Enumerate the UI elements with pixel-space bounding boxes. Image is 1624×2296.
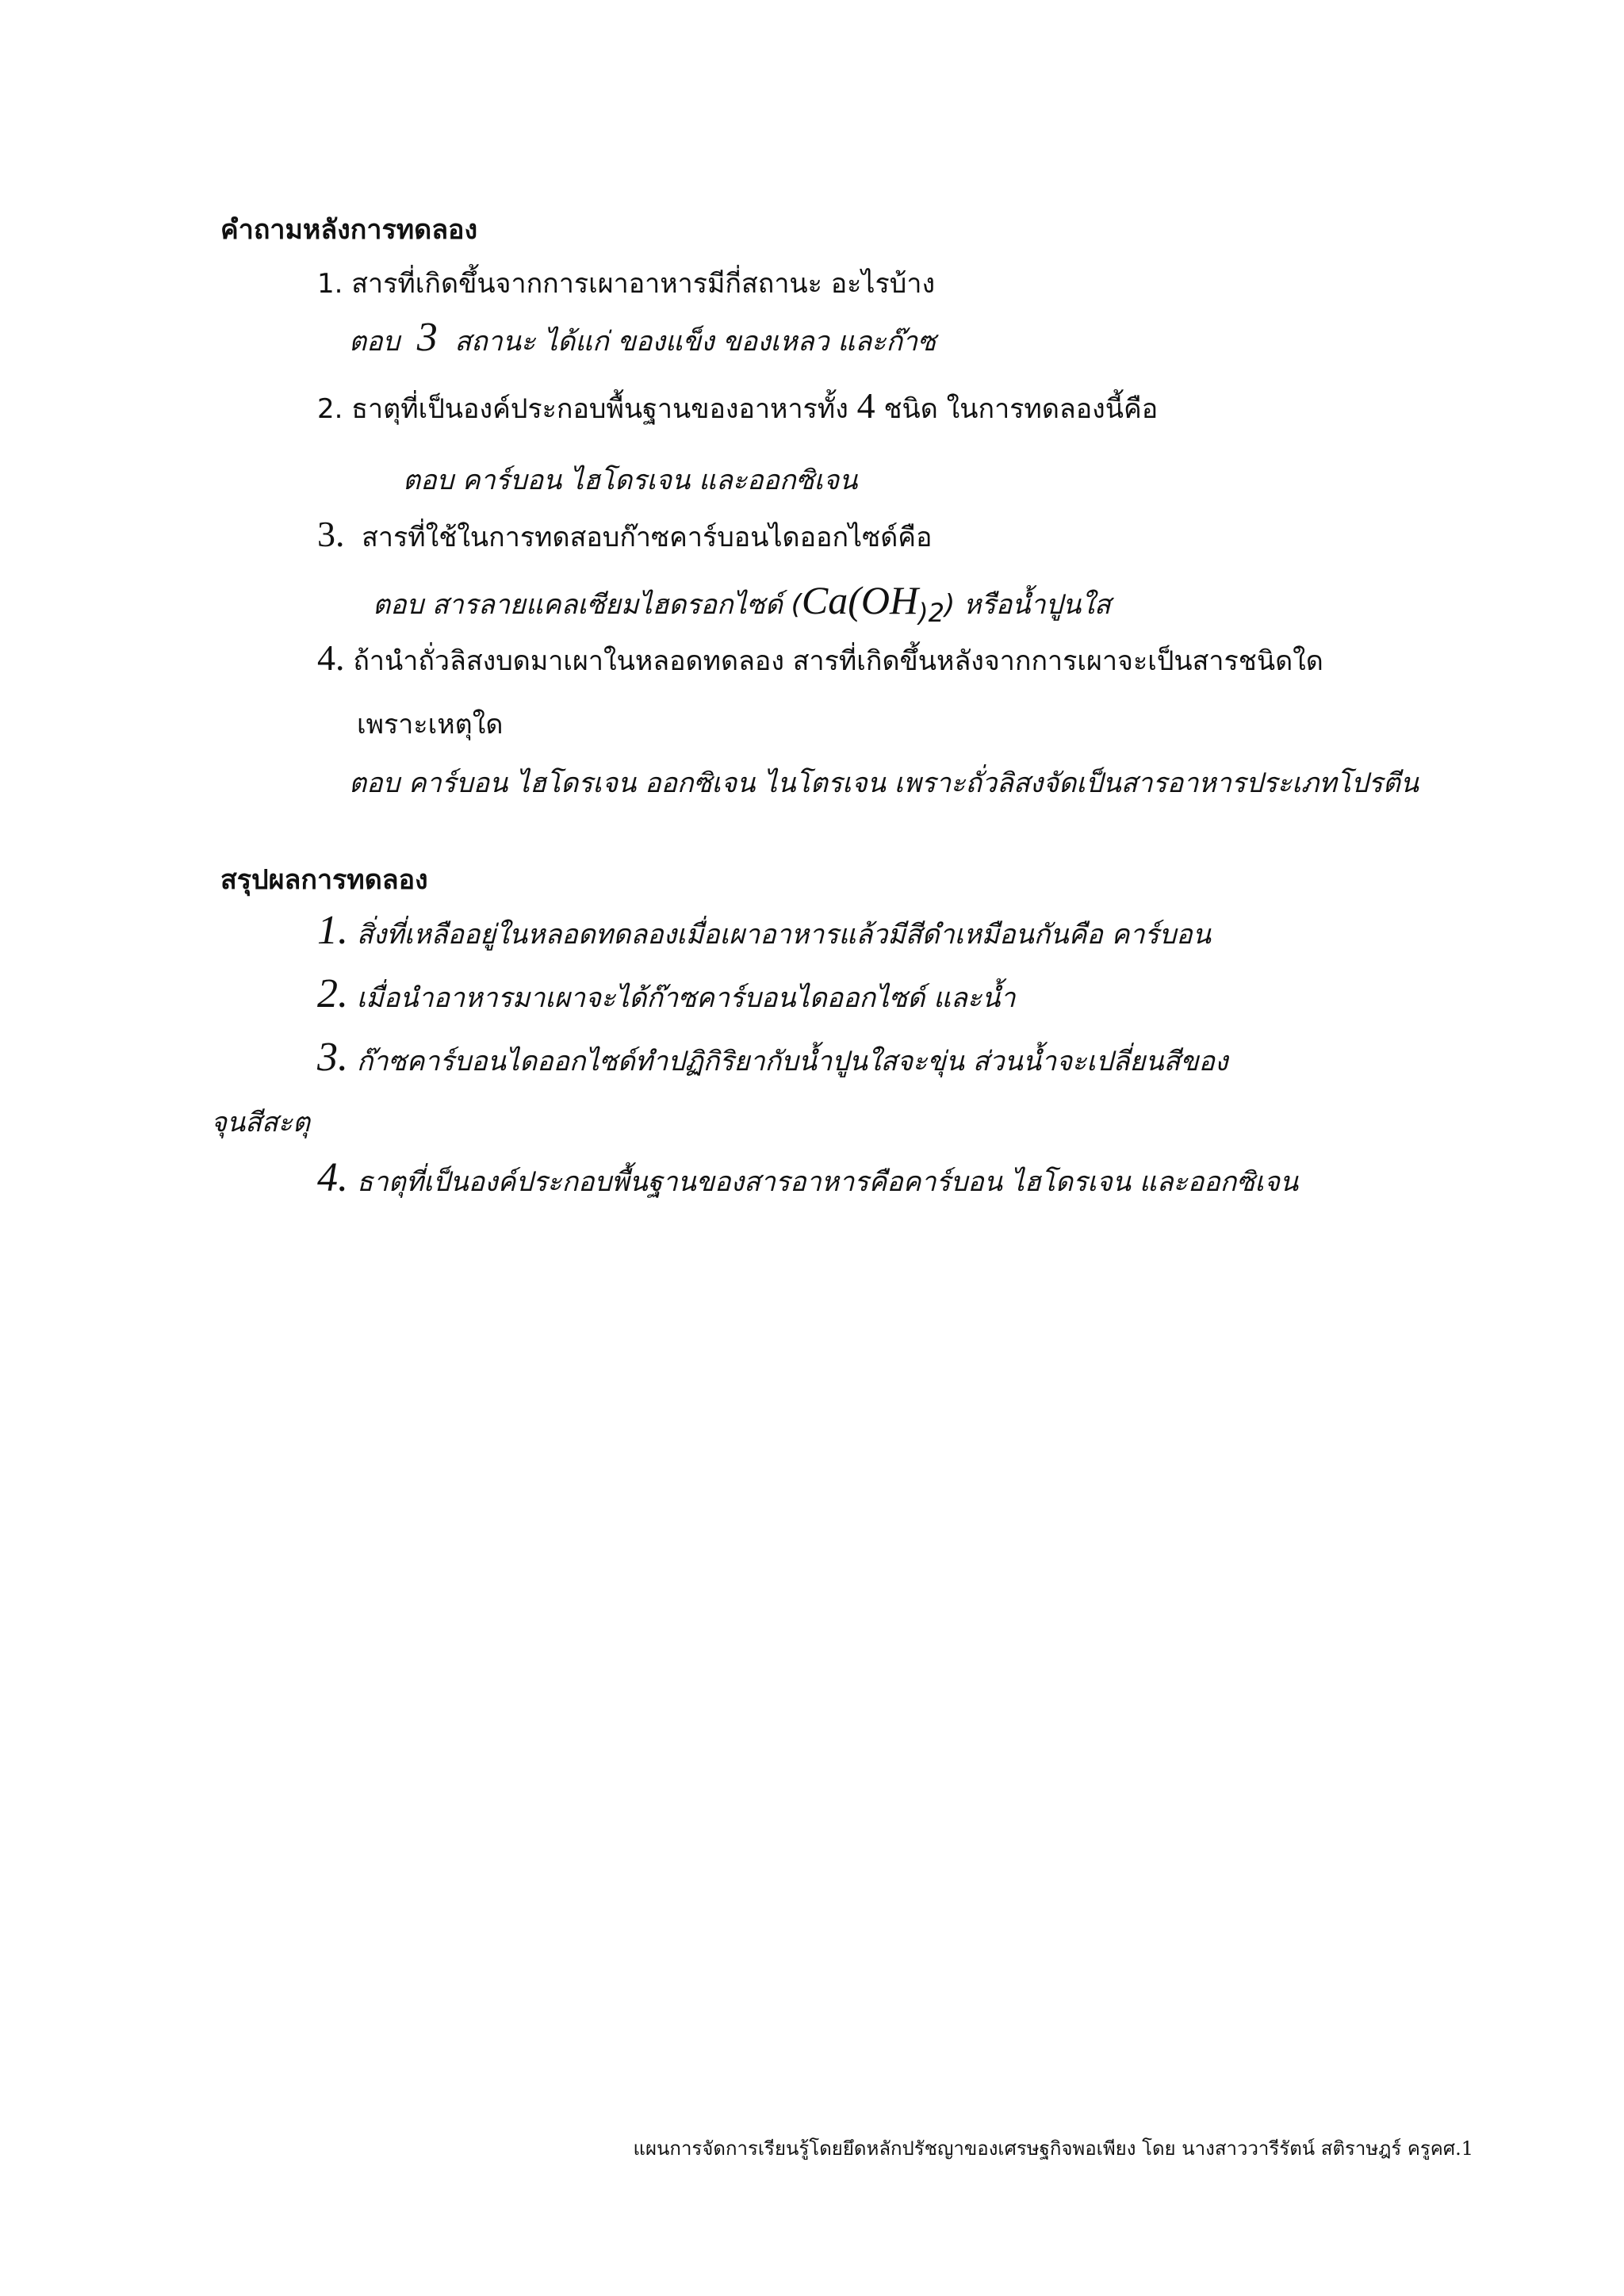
conclusion-item-2-label: 2. (317, 971, 348, 1016)
question-1-text: สารที่เกิดขึ้นจากการเผาอาหารมีกี่สถานะ อะไรบ้าง (351, 268, 936, 300)
question-1 (317, 262, 935, 304)
question-3-text: สารที่ใช้ในการทดสอบก๊าซคาร์บอนไดออกไซด์คือ (362, 522, 933, 553)
question-2 (317, 387, 1158, 430)
conclusion-item-3-text: ก๊าซคาร์บอนไดออกไซด์ทำปฏิกิริยากับน้ำปูนใสจะขุ่น ส่วนน้ำจะเปลี่ยนสีของ (356, 1046, 1228, 1077)
question-2-number: 4 (856, 385, 875, 426)
answer-1-text: สถานะ ได้แก่ ของแข็ง ของเหลว และก๊าซ (454, 326, 936, 358)
question-2-label: 2. (317, 393, 343, 425)
conclusion-item-2-text: เมื่อนำอาหารมาเผาจะได้ก๊าซคาร์บอนไดออกไซด์ และน้ำ (356, 982, 1016, 1014)
question-3 (317, 515, 932, 558)
answer-3-formula-subscript: )2 (918, 598, 944, 628)
questions-heading: คำถามหลังการทดลอง (220, 214, 478, 246)
conclusion-item-3-label: 3. (317, 1035, 348, 1080)
answer-2: ตอบ คาร์บอน ไฮโดรเจน และออกซิเจน (403, 465, 858, 496)
answer-4: ตอบ คาร์บอน ไฮโดรเจน ออกซิเจน ไนโตรเจน เพราะถั่วลิสงจัดเป็นสารอาหารประเภทโปรตีน (349, 767, 1419, 799)
answer-1-number: 3 (416, 315, 438, 360)
answer-3-before: ตอบ สารลายแคลเซียมไฮดรอกไซด์ ( (373, 589, 802, 621)
answer-3 (373, 577, 1111, 628)
conclusion-item-4 (317, 1155, 1299, 1203)
answer-1-prefix: ตอบ (349, 326, 400, 358)
question-1-label: 1. (317, 268, 343, 300)
page-footer: แผนการจัดการเรียนรู้โดยยึดหลักปรัชญาของเศรษฐกิจพอเพียง โดย นางสาววารีรัตน์ สติราษฎร์ ครูคศ.1 (633, 2137, 1473, 2160)
conclusion-item-4-text: ธาตุที่เป็นองค์ประกอบพื้นฐานของสารอาหารคือคาร์บอน ไฮโดรเจน และออกซิเจน (356, 1166, 1299, 1198)
conclusion-item-3 (317, 1037, 1228, 1082)
question-4-text-line1: ถ้านำถั่วลิสงบดมาเผาในหลอดทดลอง สารที่เกิดขึ้นหลังจากการเผาจะเป็นสารชนิดใด (353, 645, 1323, 677)
question-4-label: 4. (317, 637, 345, 678)
question-2-text-before: ธาตุที่เป็นองค์ประกอบพื้นฐานของอาหารทั้ง (351, 393, 848, 425)
conclusion-item-1 (317, 910, 1211, 955)
question-4 (317, 639, 1323, 682)
question-4-text-line2: เพราะเหตุใด (357, 709, 504, 740)
conclusion-item-2 (317, 971, 1016, 1019)
conclusion-item-4-label: 4. (317, 1155, 348, 1200)
conclusion-item-1-text: สิ่งที่เหลืออยู่ในหลอดทดลองเมื่อเผาอาหารแล้วมีสีดำเหมือนกันคือ คาร์บอน (356, 919, 1211, 951)
answer-3-formula: Ca(OH (801, 578, 919, 622)
question-3-label: 3. (317, 514, 345, 554)
answer-3-after: ) หรือน้ำปูนใส (944, 589, 1111, 621)
answer-1 (349, 317, 936, 362)
question-2-text-after: ชนิด ในการทดลองนี้คือ (883, 393, 1159, 425)
conclusion-heading: สรุปผลการทดลอง (220, 864, 428, 896)
conclusion-item-3-continuation: จุนสีสะตุ (211, 1107, 311, 1138)
conclusion-item-1-label: 1. (317, 908, 348, 953)
